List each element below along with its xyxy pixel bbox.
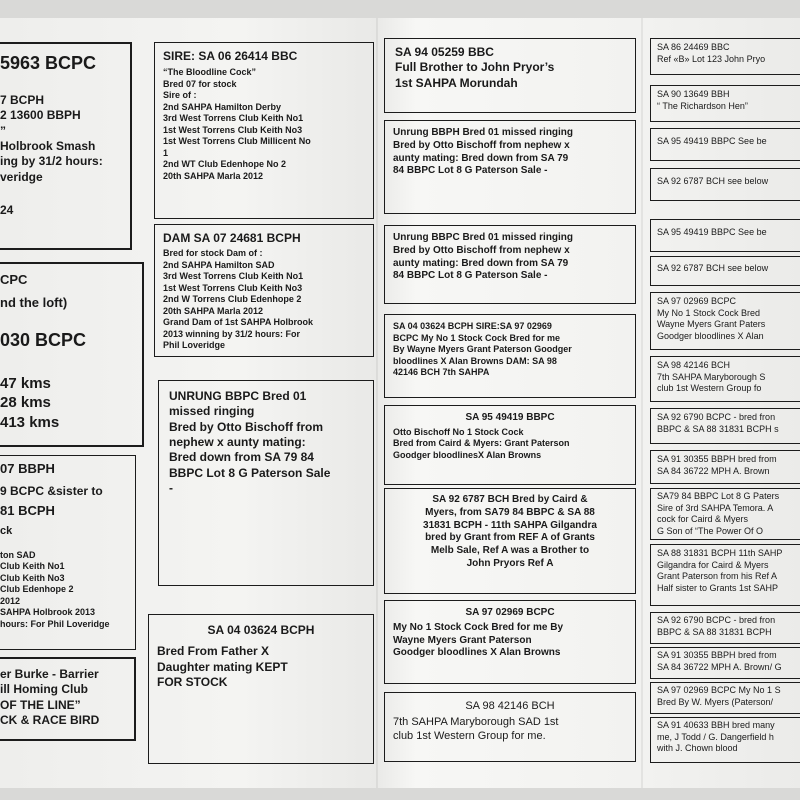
text-line: 1st West Torrens Club Millicent No xyxy=(163,136,311,147)
text-line: SA 94 05259 BBC xyxy=(395,45,494,59)
text-line: Grand Dam of 1st SAHPA Holbrook xyxy=(163,317,314,328)
text-line: SA 91 30355 BBPH bred from xyxy=(657,650,777,660)
text-line: Bred 07 for stock xyxy=(163,78,237,89)
right-box-7 xyxy=(650,292,800,350)
text-line: CPC xyxy=(0,272,28,287)
right-box-6 xyxy=(650,256,800,286)
text-line: Melb Sale, Ref A was a Brother to xyxy=(430,545,590,557)
text-line: 2nd SAHPA Hamilton SAD xyxy=(163,259,275,270)
text-line: SA 95 49419 BBPC See be xyxy=(657,227,767,237)
text-line: Wayne Myers Grant Paterson xyxy=(393,634,532,646)
dam-box xyxy=(154,224,374,357)
text-line: UNRUNG BBPC Bred 01 xyxy=(169,389,307,403)
mid-box-sa04-03624 xyxy=(384,314,636,398)
text-line: Holbrook Smash xyxy=(0,139,96,154)
text-line: SA 92 6787 BCH see below xyxy=(657,176,769,186)
text-line: John Pryors Ref A xyxy=(466,557,554,569)
distance-line: 47 kms xyxy=(0,375,51,393)
text-line: missed ringing xyxy=(169,404,255,419)
text-line: 2nd WT Club Edenhope No 2 xyxy=(163,159,286,170)
text-line: SA 95 49419 BBPC See be xyxy=(657,136,767,146)
text-line: Club Edenhope 2 xyxy=(0,584,74,595)
text-line: Ref «B» Lot 123 John Pryo xyxy=(657,53,766,64)
text-line: 42146 BCH 7th SAHPA xyxy=(393,367,490,378)
text-line: Half sister to Grants 1st SAHP xyxy=(657,582,779,593)
text-line: Bred for stock Dam of : xyxy=(163,248,263,259)
text-line: SA 92 6790 BCPC - bred fron xyxy=(657,412,776,422)
text-line: SA 91 30355 BBPH bred from xyxy=(657,454,777,464)
text-line: My No 1 Stock Cock Bred for me By xyxy=(393,621,564,633)
text-line: BBPC & SA 88 31831 BCPH xyxy=(657,626,772,637)
text-line: 1st West Torrens Club Keith No3 xyxy=(163,282,303,293)
text-line: SA 92 6790 BCPC - bred fron xyxy=(657,615,776,625)
text-line: SA 95 49419 BBPC xyxy=(465,412,555,423)
text-line: SA 92 6787 BCH Bred by Caird & xyxy=(432,494,588,505)
ring-number: 030 BCPC xyxy=(0,330,87,351)
text-line: Daughter mating KEPT xyxy=(157,659,288,674)
text-line: BBPC & SA 88 31831 BCPH s xyxy=(657,423,779,434)
text-line: By Wayne Myers Grant Paterson Goodger xyxy=(393,344,572,355)
text-line: SA 97 02969 BCPC xyxy=(657,296,737,306)
text-line: 24 xyxy=(0,203,14,218)
text-line: cock for Caird & Myers xyxy=(657,514,749,525)
text-line: SA 98 42146 BCH xyxy=(657,360,731,370)
distance-line: 28 kms xyxy=(0,394,51,412)
ring-number: 5963 BCPC xyxy=(0,53,97,73)
text-line: SA 86 24469 BBC xyxy=(657,42,730,52)
text-line: club 1st Western Group for me. xyxy=(393,730,546,743)
text-line: Grant Paterson from his Ref A xyxy=(657,571,778,582)
left-box-main-bird xyxy=(0,42,132,250)
text-line: “The Bloodline Cock” xyxy=(163,67,257,78)
text-line: SA 98 42146 BCH xyxy=(465,700,555,712)
text-line: 1st West Torrens Club Keith No3 xyxy=(163,124,303,135)
text-line: SA 04 03624 BCPH xyxy=(207,623,315,637)
text-line: 2012 xyxy=(0,595,21,606)
text-line: ” xyxy=(0,123,6,138)
left-box-breeder xyxy=(0,657,136,741)
text-line: ton SAD xyxy=(0,549,36,560)
text-line: Myers, from SA79 84 BBPC & SA 88 xyxy=(425,506,595,518)
text-line: Bred by Otto Bischoff from nephew x xyxy=(393,244,570,256)
mid-box-sa97-02969 xyxy=(384,600,636,684)
text-line: Wayne Myers Grant Paters xyxy=(657,319,766,330)
right-box-4 xyxy=(650,168,800,201)
right-box-16 xyxy=(650,717,800,763)
text-line: Sire of : xyxy=(163,90,197,101)
mid-box-unrung-bbpc xyxy=(384,225,636,304)
text-line: SA 84 36722 MPH A. Brown/ G xyxy=(657,661,782,672)
text-line: ck xyxy=(0,524,13,537)
text-line: 7th SAHPA Maryborough SAD 1st xyxy=(393,716,559,729)
text-line: 2013 winning by 31/2 hours: For xyxy=(163,328,301,339)
right-box-3 xyxy=(650,128,800,161)
text-line: Club Keith No3 xyxy=(0,572,65,583)
text-line: My No 1 Stock Cock Bred xyxy=(657,307,761,318)
text-line: BBPC Lot 8 G Paterson Sale xyxy=(169,465,331,480)
text-line: 7th SAHPA Maryborough S xyxy=(657,371,766,382)
text-line: Bred by Otto Bischoff from nephew x xyxy=(393,139,570,151)
mid-box-sa92-6787 xyxy=(384,488,636,594)
text-line: Gilgandra for Caird & Myers xyxy=(657,559,769,570)
right-box-10 xyxy=(650,450,800,484)
text-line: Otto Bischoff No 1 Stock Cock xyxy=(393,426,524,437)
text-line: Unrung BBPC Bred 01 missed ringing xyxy=(393,232,574,243)
right-box-5 xyxy=(650,219,800,252)
text-line: SA 88 31831 BCPH 11th SAHP xyxy=(657,548,783,558)
sa04-bcph-box xyxy=(148,614,374,764)
text-line: aunty mating: Bred down from SA 79 xyxy=(393,257,569,269)
mid-box-full-brother xyxy=(384,38,636,113)
text-line: G Son of “The Power Of O xyxy=(657,525,764,536)
text-line: Unrung BBPH Bred 01 missed ringing xyxy=(393,127,574,138)
dam-title: DAM SA 07 24681 BCPH xyxy=(163,231,301,245)
text-line: 3rd West Torrens Club Keith No1 xyxy=(163,271,304,282)
right-box-1 xyxy=(650,38,800,75)
mid-box-unrung-bbph xyxy=(384,120,636,214)
text-line: 2nd SAHPA Hamilton Derby xyxy=(163,101,282,112)
sire-box xyxy=(154,42,374,219)
text-line: me, J Todd / G. Dangerfield h xyxy=(657,731,774,742)
text-line: CK & RACE BIRD xyxy=(0,713,100,728)
text-line: 20th SAHPA Marla 2012 xyxy=(163,305,264,316)
right-box-13 xyxy=(650,612,800,644)
text-line: Bred From Father X xyxy=(157,644,270,659)
text-line: 07 BBPH xyxy=(0,461,55,476)
text-line: BCPC My No 1 Stock Cock Bred for me xyxy=(393,332,561,343)
text-line: nd the loft) xyxy=(0,294,68,310)
text-line: with J. Chown blood xyxy=(657,743,738,754)
right-box-12 xyxy=(650,544,800,606)
left-box-race-results xyxy=(0,262,144,447)
text-line: ing by 31/2 hours: xyxy=(0,154,103,169)
text-line: SAHPA Holbrook 2013 xyxy=(0,607,96,618)
text-line: club 1st Western Group fo xyxy=(657,383,762,394)
text-line: SA 92 6787 BCH see below xyxy=(657,263,769,273)
text-line: Phil Loveridge xyxy=(163,340,226,351)
text-line: - xyxy=(169,481,173,496)
mid-box-sa95-49419 xyxy=(384,405,636,485)
paper-fold xyxy=(376,18,378,788)
text-line: “ The Richardson Hen” xyxy=(657,100,748,111)
text-line: Bred from Caird & Myers: Grant Paterson xyxy=(393,438,570,449)
text-line: 84 BBPC Lot 8 G Paterson Sale - xyxy=(393,165,548,177)
text-line: Full Brother to John Pryor’s xyxy=(395,60,555,75)
paper-fold xyxy=(641,18,643,788)
right-box-15 xyxy=(650,682,800,714)
text-line: veridge xyxy=(0,169,43,184)
text-line: 20th SAHPA Marla 2012 xyxy=(163,171,264,181)
text-line: FOR STOCK xyxy=(157,675,228,690)
text-line: 81 BCPH xyxy=(0,502,55,518)
right-box-9 xyxy=(650,408,800,444)
text-line: 2 13600 BBPH xyxy=(0,108,81,123)
text-line: SA79 84 BBPC Lot 8 G Paters xyxy=(657,491,780,501)
text-line: SA 91 40633 BBH bred many xyxy=(657,720,775,730)
text-line: SA 90 13649 BBH xyxy=(657,89,730,99)
text-line: 1 xyxy=(163,147,169,158)
text-line: SA 97 02969 BCPC My No 1 S xyxy=(657,685,781,695)
text-line: er Burke - Barrier xyxy=(0,667,99,681)
text-line: Goodger bloodlines X Alan xyxy=(657,330,764,341)
text-line: ill Homing Club xyxy=(0,682,88,697)
text-line: aunty mating: Bred down from SA 79 xyxy=(393,152,569,164)
sire-title: SIRE: SA 06 26414 BBC xyxy=(163,49,298,63)
text-line: SA 97 02969 BCPC xyxy=(465,607,555,618)
text-line: 84 BBPC Lot 8 G Paterson Sale - xyxy=(393,270,548,282)
text-line: 31831 BCPH - 11th SAHPA Gilgandra xyxy=(423,519,597,531)
text-line: 7 BCPH xyxy=(0,93,45,108)
left-box-dam xyxy=(0,455,136,650)
distance-line: 413 kms xyxy=(0,413,60,431)
right-box-11 xyxy=(650,488,800,540)
text-line: 2nd W Torrens Club Edenhope 2 xyxy=(163,294,302,305)
text-line: 1st SAHPA Morundah xyxy=(395,75,518,90)
text-line: hours: For Phil Loveridge xyxy=(0,618,110,629)
text-line: Sire of 3rd SAHPA Temora. A xyxy=(657,502,774,513)
text-line: Bred By W. Myers (Paterson/ xyxy=(657,696,774,707)
right-box-14 xyxy=(650,647,800,679)
text-line: Club Keith No1 xyxy=(0,561,65,572)
text-line: SA 84 36722 MPH A. Brown xyxy=(657,465,770,476)
text-line: Bred by Otto Bischoff from xyxy=(169,419,324,434)
text-line: Goodger bloodlinesX Alan Browns xyxy=(393,449,542,460)
text-line: OF THE LINE” xyxy=(0,697,81,712)
text-line: 9 BCPC &sister to xyxy=(0,483,103,498)
text-line: Bred down from SA 79 84 xyxy=(169,450,314,465)
text-line: bred by Grant from REF A of Grants xyxy=(425,532,595,544)
mid-box-sa98-42146 xyxy=(384,692,636,762)
text-line: Goodger bloodlines X Alan Browns xyxy=(393,647,561,659)
text-line: SA 04 03624 BCPH SIRE:SA 97 02969 xyxy=(393,321,552,331)
right-box-8 xyxy=(650,356,800,402)
unrung-bbpc-box xyxy=(158,380,374,586)
text-line: bloodlines X Alan Browns DAM: SA 98 xyxy=(393,355,557,366)
text-line: 3rd West Torrens Club Keith No1 xyxy=(163,113,304,124)
right-box-2 xyxy=(650,85,800,122)
text-line: nephew x aunty mating: xyxy=(169,435,306,450)
